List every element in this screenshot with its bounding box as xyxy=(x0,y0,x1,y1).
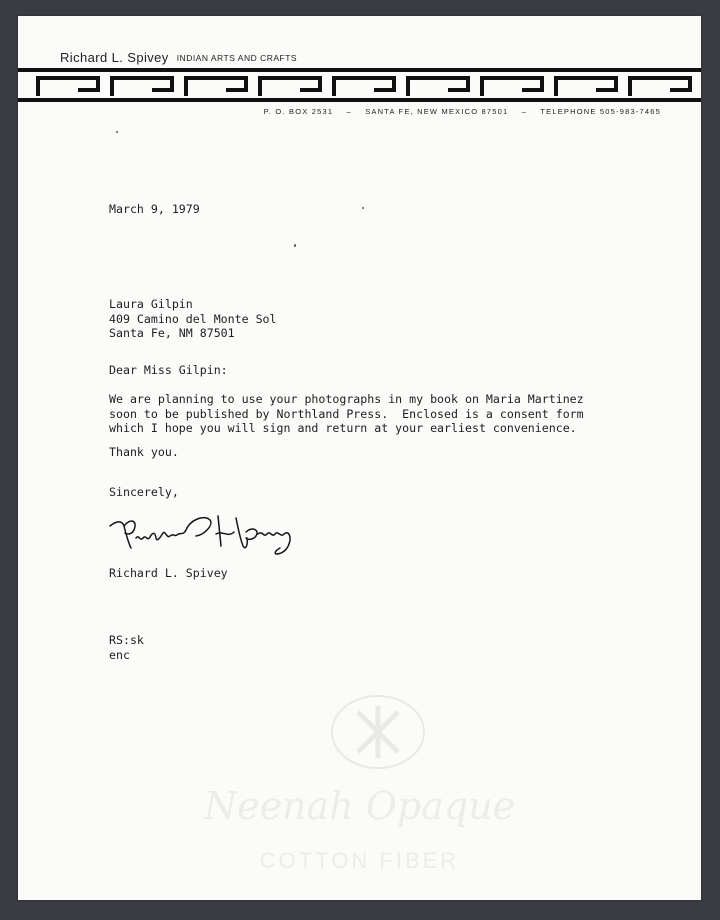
paper-speck xyxy=(362,207,364,209)
greek-key-segment xyxy=(260,78,320,96)
telephone: TELEPHONE 505-983-7465 xyxy=(540,107,661,116)
signer-name: Richard L. Spivey xyxy=(109,566,228,580)
greek-key-segment xyxy=(38,78,98,96)
paper-speck xyxy=(294,244,296,247)
recipient-name: Laura Gilpin xyxy=(109,297,193,311)
letter-date: March 9, 1979 xyxy=(109,202,200,216)
watermark-sub: COTTON FIBER xyxy=(259,848,460,873)
greek-key-segment xyxy=(630,78,690,96)
letter-page xyxy=(18,16,701,900)
greek-key-segment xyxy=(334,78,394,96)
po-box: P. O. BOX 2531 xyxy=(263,107,334,116)
greek-key-segment xyxy=(186,78,246,96)
letterhead-name xyxy=(60,50,297,65)
letterhead-address xyxy=(18,107,661,116)
enclosure-note: enc xyxy=(109,647,130,662)
salutation: Dear Miss Gilpin: xyxy=(109,363,228,377)
letterhead-tagline: INDIAN ARTS AND CRAFTS xyxy=(176,53,298,63)
body-line: which I hope you will sign and return at your earliest convenience. xyxy=(109,421,577,435)
greek-key-segment xyxy=(556,78,616,96)
city-line: SANTA FE, NEW MEXICO 87501 xyxy=(365,107,509,116)
address-dash-1: – xyxy=(346,107,352,116)
handwritten-signature xyxy=(106,496,306,561)
body-line: We are planning to use your photographs in my book on Maria Martinez xyxy=(109,392,584,406)
body-line: soon to be published by Northland Press. Enclosed is a consent form xyxy=(109,406,584,421)
address-dash-2: – xyxy=(521,107,528,116)
paper-speck xyxy=(116,131,118,133)
greek-key-band xyxy=(18,68,701,102)
greek-key-segment xyxy=(408,78,468,96)
greek-key-segment xyxy=(482,78,542,96)
closing: Sincerely, xyxy=(109,485,179,499)
recipient-street: 409 Camino del Monte Sol xyxy=(109,311,277,326)
watermark-logo-icon xyxy=(328,692,428,772)
thanks-line: Thank you. xyxy=(109,445,179,459)
reference-initials: RS:sk xyxy=(109,633,144,647)
letterhead-name-text: Richard L. Spivey xyxy=(60,50,169,65)
recipient-city: Santa Fe, NM 87501 xyxy=(109,326,235,340)
watermark-script: Neenah Opaque xyxy=(203,784,516,828)
greek-key-segment xyxy=(112,78,172,96)
